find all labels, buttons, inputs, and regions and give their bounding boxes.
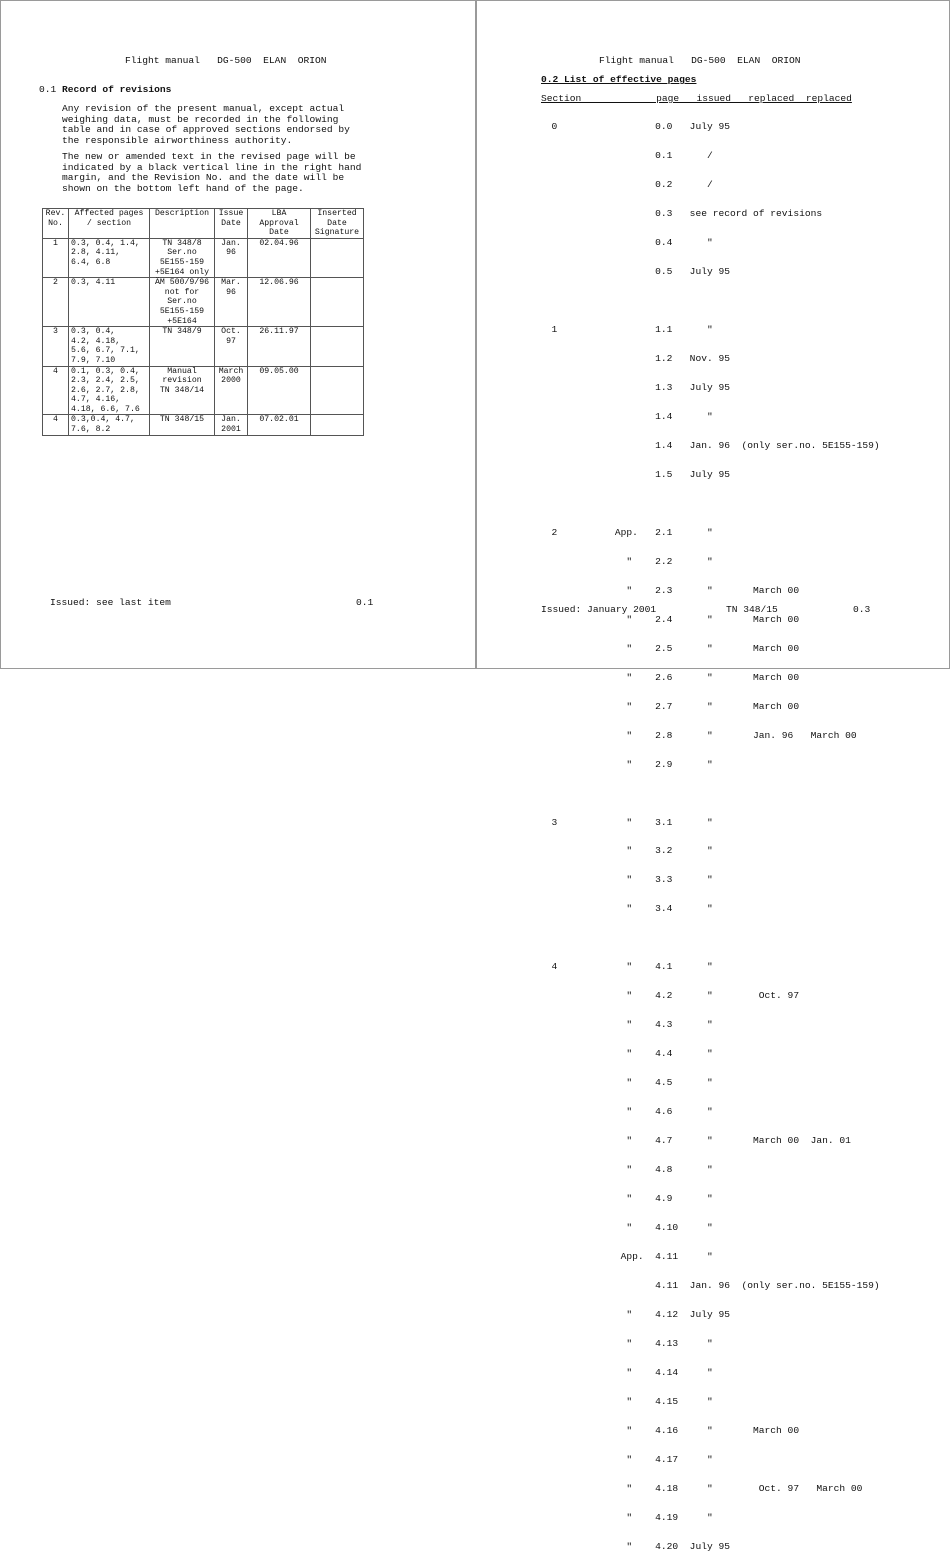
- list-item: 0.3 see record of revisions: [540, 208, 823, 220]
- list-item: App. 4.11 ": [540, 1251, 713, 1263]
- page-header: Flight manual DG-500 ELAN ORION: [599, 55, 801, 66]
- col-header-lba-date: LBA Approval Date: [248, 209, 311, 239]
- list-item: 0.1 /: [540, 150, 713, 162]
- col-header-rev: Rev. No.: [43, 209, 69, 239]
- list-item: " 4.5 ": [540, 1077, 713, 1089]
- list-item: 2 App. 2.1 ": [540, 526, 713, 538]
- list-item: 3 " 3.1 ": [540, 816, 713, 828]
- revisions-table: [42, 208, 364, 436]
- effective-pages-list: [540, 103, 880, 1561]
- col-header-affected: Affected pages / section: [69, 209, 150, 239]
- list-item: 1.4 ": [540, 410, 713, 422]
- table-row: 4 0.1, 0.3, 0.4, 2.3, 2.4, 2.5, 2.6, 2.7, 2.8, 4.7, 4.16, 4.18, 6.6, 7.6 Manual revision TN 348/14 March 2000 09.05.00: [43, 366, 364, 415]
- list-item: 1.4 Jan. 96 (only ser.no. 5E155-159): [540, 439, 880, 451]
- list-item: " 4.7 " March 00 Jan. 01: [540, 1135, 851, 1147]
- list-item: 0.5 July 95: [540, 266, 730, 278]
- col-header-inserted: Inserted Date Signature: [311, 209, 364, 239]
- list-item: " 2.8 " Jan. 96 March 00: [540, 729, 857, 741]
- table-row: 1 0.3, 0.4, 1.4, 2.8, 4.11, 6.4, 6.8 TN 348/8 Ser.no 5E155-159 +5E164 only Jan. 96 02.04.96: [43, 238, 364, 277]
- table-row: 2 0.3, 4.11 ÄM 500/9/96 not for Ser.no 5E155-159 +5E164 Mar. 96 12.06.96: [43, 278, 364, 327]
- list-item: " 4.16 " March 00: [540, 1424, 800, 1436]
- section-title: Record of revisions: [62, 84, 172, 95]
- list-item: 0.4 ": [540, 237, 713, 249]
- list-item: " 4.20 July 95: [540, 1540, 730, 1552]
- list-item: 0 0.0 July 95: [540, 121, 730, 133]
- list-item: 1 1.1 ": [540, 324, 713, 336]
- list-item: " 4.3 ": [540, 1019, 713, 1031]
- list-item: " 2.5 " March 00: [540, 642, 800, 654]
- paragraph-1: Any revision of the present manual, except actual weighing data, must be recorded in the following table and in case of approved sections endorsed by the responsible airworthiness authority.: [62, 103, 350, 146]
- list-item: " 2.7 " March 00: [540, 700, 800, 712]
- table-row: 4 0.3,0.4, 4.7, 7.6, 8.2 TN 348/15 Jan. 2001 07.02.01: [43, 415, 364, 435]
- list-item: " 4.14 ": [540, 1366, 713, 1378]
- col-header-issue-date: Issue Date: [215, 209, 248, 239]
- section-heading: [39, 85, 171, 96]
- list-item: " 2.3 " March 00: [540, 584, 800, 596]
- list-item: 1.3 July 95: [540, 382, 730, 394]
- list-item: " 2.9 ": [540, 758, 713, 770]
- list-item: " 2.4 " March 00: [540, 613, 800, 625]
- list-item: " 4.19 ": [540, 1511, 713, 1523]
- footer-page-number: 0.1: [356, 597, 374, 608]
- list-item: " 4.4 ": [540, 1048, 713, 1060]
- list-item: 4 " 4.1 ": [540, 961, 713, 973]
- footer-tn: TN 348/15: [726, 604, 778, 615]
- list-item: 0.2 /: [540, 179, 713, 191]
- effective-pages-column-headers: Section page issued replaced replaced: [541, 93, 852, 104]
- list-item: [540, 933, 880, 943]
- list-item: " 4.13 ": [540, 1337, 713, 1349]
- footer-issued: Issued: see last item: [50, 597, 171, 608]
- list-item: " 4.8 ": [540, 1164, 713, 1176]
- list-item: 1.5 July 95: [540, 468, 730, 480]
- list-item: " 4.15 ": [540, 1395, 713, 1407]
- list-item: " 3.4 ": [540, 903, 713, 915]
- col-header-description: Description: [150, 209, 215, 239]
- list-item: " 4.10 ": [540, 1222, 713, 1234]
- list-item: " 4.2 " Oct. 97: [540, 990, 800, 1002]
- footer-page-number: 0.3: [853, 604, 871, 615]
- footer-issued: Issued: January 2001: [541, 604, 657, 615]
- list-item: " 2.2 ": [540, 555, 713, 567]
- table-header-row: [43, 209, 364, 239]
- list-item: [540, 789, 880, 799]
- list-item: [540, 499, 880, 509]
- list-item: " 4.12 July 95: [540, 1308, 730, 1320]
- list-item: " 4.9 ": [540, 1193, 713, 1205]
- paragraph-2: The new or amended text in the revised page will be indicated by a black vertical line in the right hand margin, and the Revision No. and the date will be shown on the bottom left hand of the page.: [62, 151, 362, 194]
- list-item: [540, 296, 880, 306]
- list-item: 4.11 Jan. 96 (only ser.no. 5E155-159): [540, 1280, 880, 1291]
- section-number: 0.1: [39, 84, 57, 95]
- list-item: " 3.2 ": [540, 845, 713, 857]
- list-item: " 4.6 ": [540, 1106, 713, 1118]
- list-item: " 2.6 " March 00: [540, 671, 800, 683]
- list-item: 1.2 Nov. 95: [540, 353, 730, 365]
- list-item: " 4.17 ": [540, 1453, 713, 1465]
- list-item: " 3.3 ": [540, 874, 713, 886]
- page-header: Flight manual DG-500 ELAN ORION: [125, 55, 327, 66]
- list-item: " 4.18 " Oct. 97 March 00: [540, 1482, 863, 1494]
- table-row: 3 0.3, 0.4, 4.2, 4.18, 5.6, 6.7, 7.1, 7.9, 7.10 TN 348/9 Oct. 97 26.11.97: [43, 327, 364, 366]
- section-title: 0.2 List of effective pages: [541, 74, 697, 85]
